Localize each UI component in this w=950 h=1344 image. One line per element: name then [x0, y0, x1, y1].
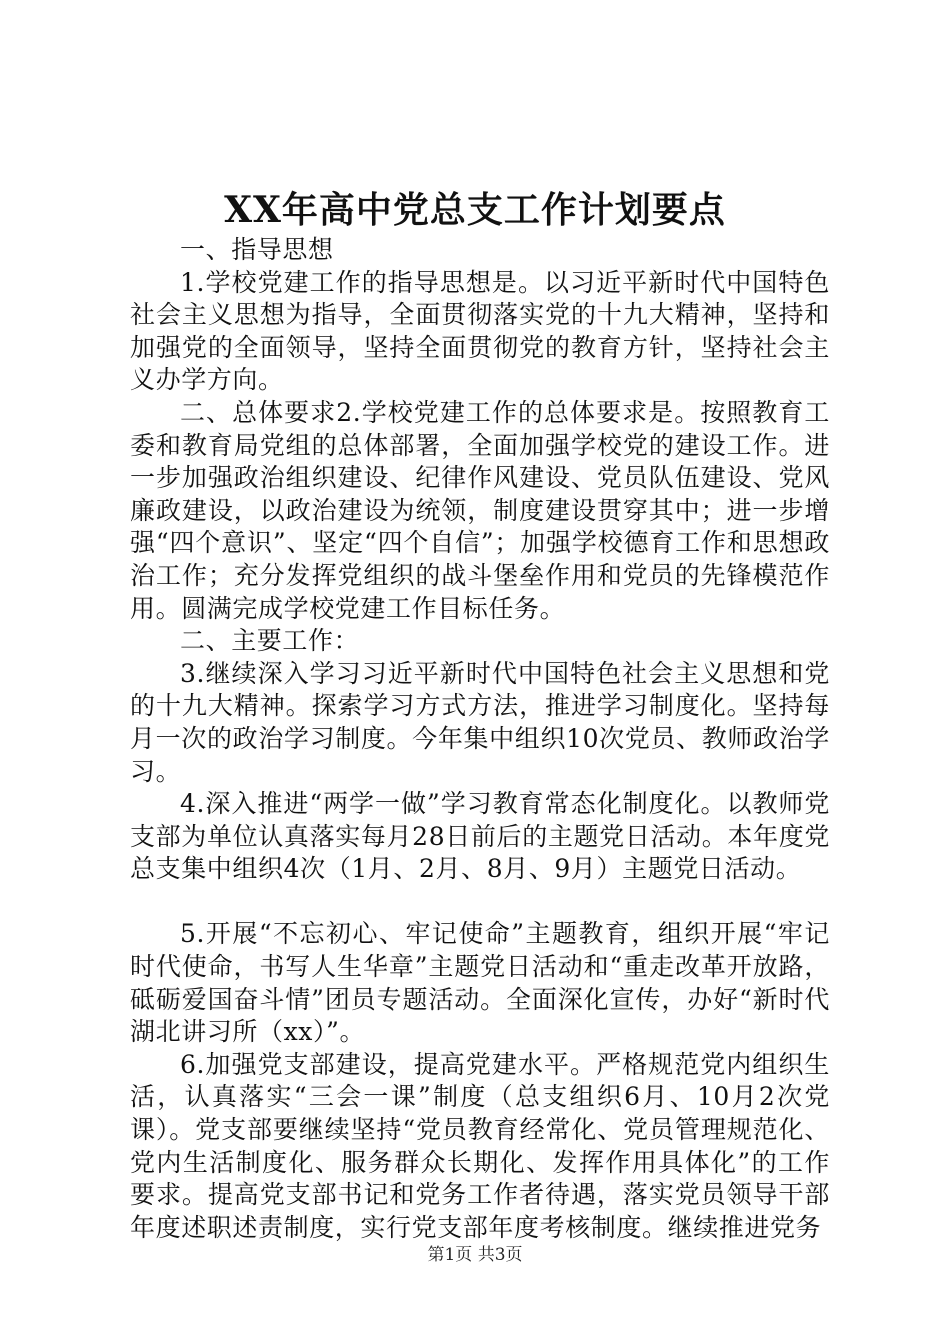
paragraph-1: 1.学校党建工作的指导思想是。以习近平新时代中国特色社会主义思想为指导，全面贯彻落实党的十九大精神，坚持和加强党的全面领导，坚持全面贯彻党的教育方针，坚持社会主义办学方向。: [130, 267, 830, 395]
paragraph-6: 6.加强党支部建设，提高党建水平。严格规范党内组织生活，认真落实“三会一课”制度（总支组织6月、10月2次党课）。党支部要继续坚持“党员教育经常化、党员管理规范化、党内生活制度化、服务群众长期化、发挥作用具体化”的工作要求。提高党支部书记和党务工作者待遇，落实党员领导干部年度述职述责制度，实行党支部年度考核制度。继续推进党务: [130, 1049, 830, 1242]
section-heading-main-work: 二、主要工作：: [180, 626, 360, 656]
section-heading-guiding-ideology: 一、指导思想: [180, 235, 334, 264]
document-title: XX年高中党总支工作计划要点: [224, 189, 726, 231]
paragraph-4: 4.深入推进“两学一做”学习教育常态化制度化。以教师党支部为单位认真落实每月28日前后的主题党日活动。本年度党总支集中组织4次（1月、2月、8月、9月）主题党日活动。: [130, 789, 830, 884]
paragraph-2: 二、总体要求2.学校党建工作的总体要求是。按照教育工委和教育局党组的总体部署，全面加强学校党的建设工作。进一步加强政治组织建设、纪律作风建设、党员队伍建设、党风廉政建设，以政治建设为统领，制度建设贯穿其中；进一步增强“四个意识”、坚定“四个自信”；加强学校德育工作和思想政治工作；充分发挥党组织的战斗堡垒作用和党员的先锋模范作用。圆满完成学校党建工作目标任务。: [130, 397, 830, 623]
paragraph-3: 3.继续深入学习习近平新时代中国特色社会主义思想和党的十九大精神。探索学习方式方法，推进学习制度化。坚持每月一次的政治学习制度。今年集中组织10次党员、教师政治学习。: [130, 658, 830, 786]
paragraph-5: 5.开展“不忘初心、牢记使命”主题教育，组织开展“牢记时代使命，书写人生华章”主题党日活动和“重走改革开放路，砥砺爱国奋斗情”团员专题活动。全面深化宣传，办好“新时代湖北讲习所（xx）”。: [130, 919, 830, 1047]
document-body: [130, 234, 830, 1244]
page-number: 第1页 共3页: [427, 1245, 523, 1265]
